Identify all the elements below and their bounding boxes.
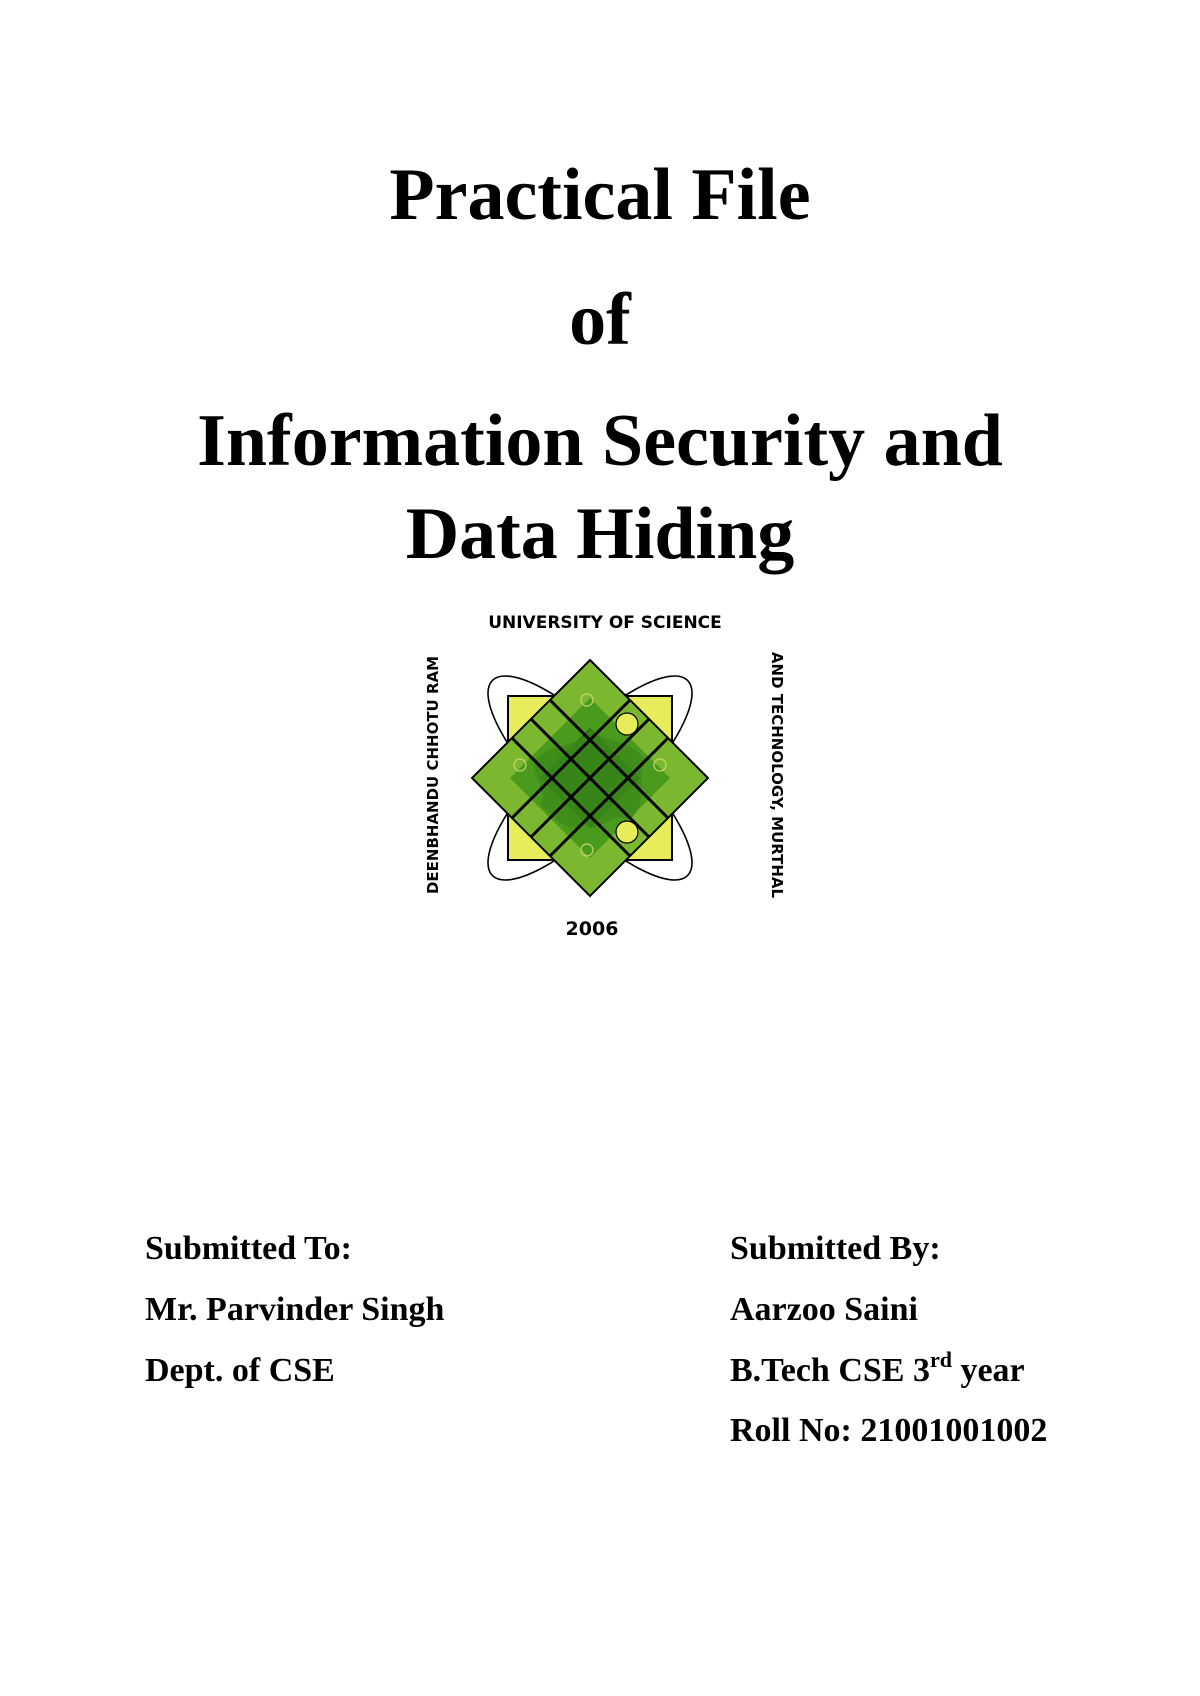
course-suffix: year	[951, 1352, 1025, 1389]
title-line-4: Data Hiding	[405, 493, 795, 575]
logo-left-text: DEENBHANDU CHHOTU RAM	[424, 655, 442, 895]
submitted-to-dept: Dept. of CSE	[145, 1352, 335, 1389]
title-line-3: Information Security and	[197, 400, 1003, 482]
submitted-to-name: Mr. Parvinder Singh	[145, 1291, 445, 1328]
logo-top-text: UNIVERSITY OF SCIENCE	[488, 613, 722, 633]
course-prefix: B.Tech CSE 3	[730, 1352, 930, 1389]
university-logo	[415, 610, 795, 950]
submitted-by-course	[730, 1347, 1025, 1389]
submitted-by-roll: Roll No: 21001001002	[730, 1412, 1048, 1449]
title-line-1: Practical File	[389, 154, 811, 236]
course-superscript: rd	[929, 1347, 952, 1372]
submitted-to-heading: Submitted To:	[145, 1230, 352, 1267]
title-line-2: of	[569, 279, 631, 361]
logo-right-text: AND TECHNOLOGY, MURTHAL	[768, 651, 786, 899]
logo-year: 2006	[565, 918, 619, 940]
submitted-by-heading: Submitted By:	[730, 1230, 941, 1267]
logo-circle-top	[616, 713, 638, 735]
submitted-by-name: Aarzoo Saini	[730, 1291, 918, 1328]
logo-circle-bottom	[616, 821, 638, 843]
